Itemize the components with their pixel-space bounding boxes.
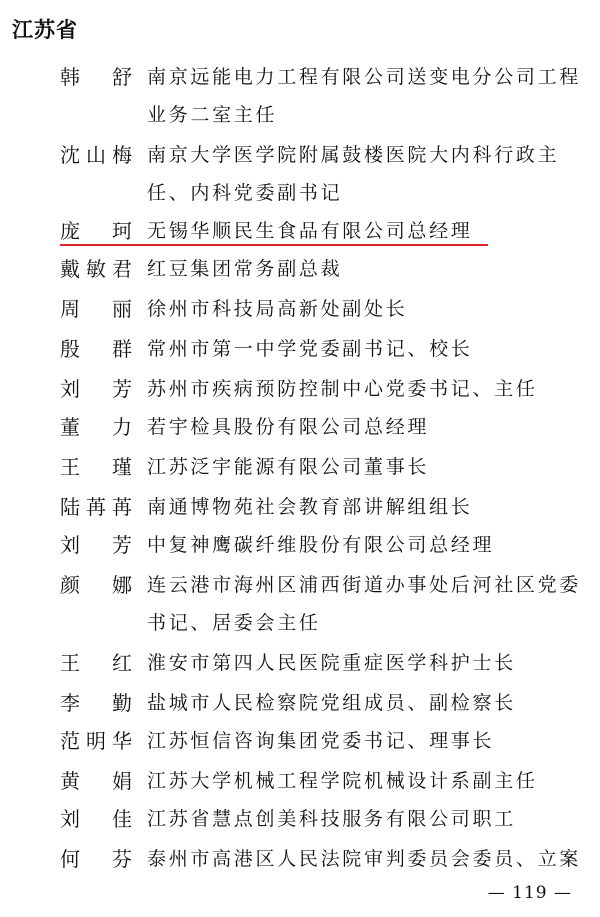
member-name: 沈 山 梅 — [60, 143, 132, 167]
member-position: 淮安市第四人民医院重症医学科护士长 — [147, 652, 516, 674]
member-name: 陆 苒 苒 — [60, 495, 132, 519]
member-name: 董 力 — [60, 415, 132, 439]
member-position: 江苏泛宇能源有限公司董事长 — [147, 456, 430, 478]
member-position: 徐州市科技局高新处副处长 — [147, 298, 408, 320]
member-position: 盐城市人民检察院党组成员、副检察长 — [147, 692, 516, 714]
member-position: 江苏恒信咨询集团党委书记、理事长 — [147, 730, 495, 752]
member-name: 李 勤 — [60, 691, 132, 715]
highlight-underline — [60, 244, 488, 246]
member-position: 中复神鹰碳纤维股份有限公司总经理 — [147, 534, 495, 556]
member-position: 苏州市疾病预防控制中心党委书记、主任 — [147, 378, 538, 400]
member-name: 周 丽 — [60, 297, 132, 321]
member-name: 韩 舒 — [60, 65, 132, 89]
member-position: 泰州市高港区人民法院审判委员会委员、立案 — [147, 848, 582, 870]
member-name: 颜 娜 — [60, 573, 132, 597]
member-name: 何 芬 — [60, 847, 132, 871]
member-name: 庞 珂 — [60, 219, 132, 243]
member-position: 若宇检具股份有限公司总经理 — [147, 416, 430, 438]
member-position: 连云港市海州区浦西街道办事处后河社区党委书记、居委会主任 — [147, 574, 582, 634]
member-name: 王 瑾 — [60, 455, 132, 479]
member-name: 刘 芳 — [60, 533, 132, 557]
member-name: 黄 娟 — [60, 769, 132, 793]
member-name: 刘 芳 — [60, 377, 132, 401]
member-name: 范 明 华 — [60, 729, 132, 753]
member-name: 刘 佳 — [60, 807, 132, 831]
member-position: 南京远能电力工程有限公司送变电分公司工程业务二室主任 — [147, 66, 582, 126]
member-position: 江苏省慧点创美科技服务有限公司职工 — [147, 808, 516, 830]
member-position: 无锡华顺民生食品有限公司总经理 — [147, 220, 473, 242]
page-number: — 119 — — [487, 883, 572, 903]
province-heading: 江苏省 — [12, 18, 78, 42]
member-name: 王 红 — [60, 651, 132, 675]
member-name: 殷 群 — [60, 337, 132, 361]
member-position: 南通博物苑社会教育部讲解组组长 — [147, 496, 473, 518]
member-position: 南京大学医学院附属鼓楼医院大内科行政主任、内科党委副书记 — [147, 144, 560, 204]
member-name: 戴 敏 君 — [60, 257, 132, 281]
member-position: 常州市第一中学党委副书记、校长 — [147, 338, 473, 360]
member-position: 红豆集团常务副总裁 — [147, 258, 343, 280]
member-position: 江苏大学机械工程学院机械设计系副主任 — [147, 770, 538, 792]
